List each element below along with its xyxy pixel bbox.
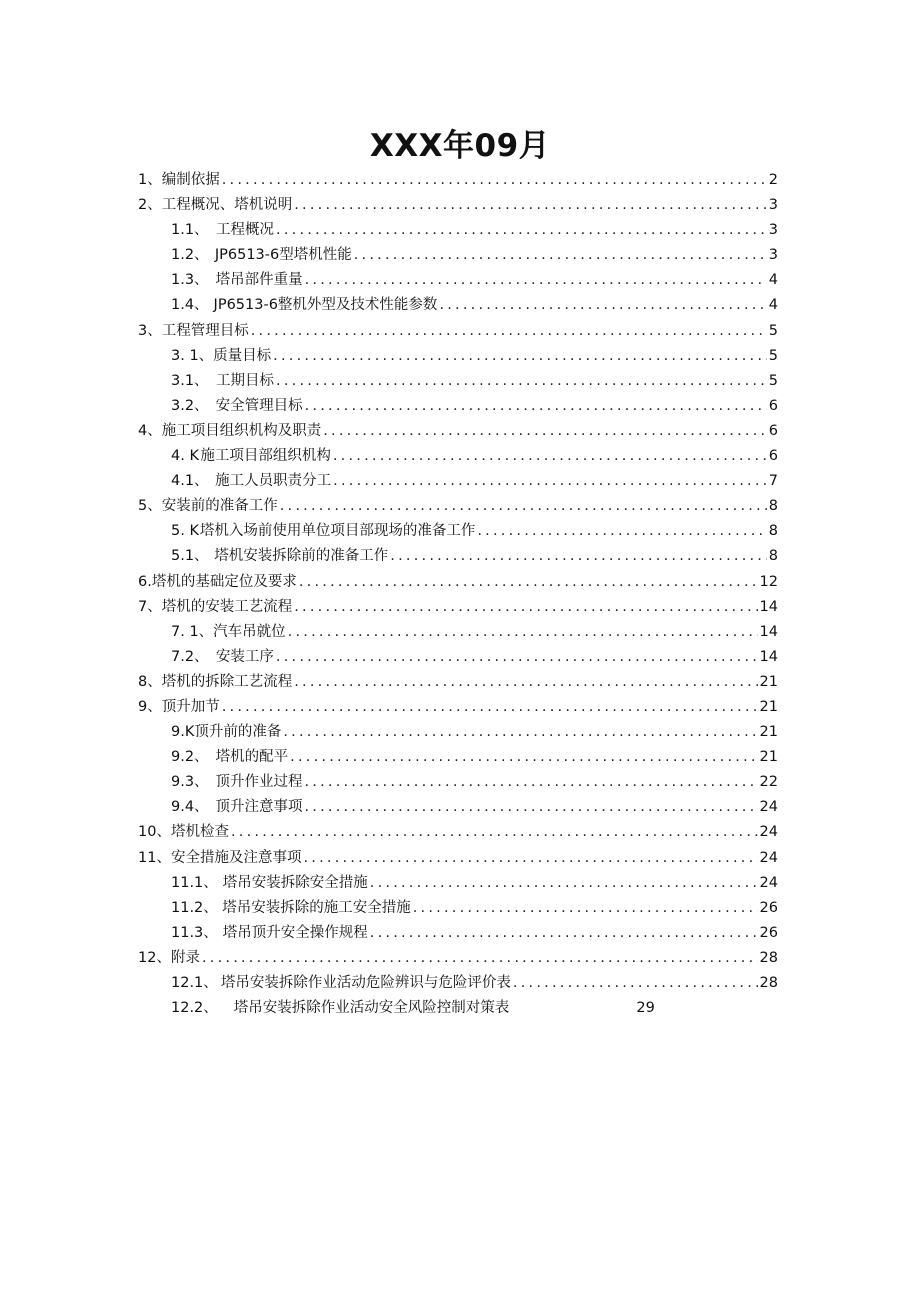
toc-entry[interactable] xyxy=(138,243,778,268)
toc-entry-number: 9.K xyxy=(171,724,195,741)
toc-dot-leader xyxy=(294,595,757,620)
toc-entry[interactable] xyxy=(138,645,778,670)
toc-entry[interactable] xyxy=(138,344,778,369)
toc-entry-title: 附录 xyxy=(170,949,200,966)
toc-entry-title: 施工项目部组织机构 xyxy=(200,448,331,465)
toc-entry-number: 4、 xyxy=(138,422,162,439)
toc-entry-title: 顶升作业过程 xyxy=(215,774,303,791)
toc-entry[interactable] xyxy=(138,193,778,218)
toc-dot-leader xyxy=(280,494,767,519)
toc-dot-leader xyxy=(251,319,767,344)
toc-dot-leader xyxy=(305,268,767,293)
toc-entry-title: 塔机入场前使用单位项目部现场的准备工作 xyxy=(199,523,476,540)
toc-entry-page-number: 24 xyxy=(759,824,778,841)
toc-entry[interactable] xyxy=(138,168,778,193)
toc-dot-leader xyxy=(276,218,767,243)
toc-entry[interactable] xyxy=(138,268,778,293)
toc-entry-number: 11.2、 xyxy=(171,899,218,916)
toc-entry[interactable] xyxy=(138,996,778,1021)
toc-entry[interactable] xyxy=(138,494,778,519)
toc-entry-number: 2、 xyxy=(138,197,162,214)
toc-entry-number: 6. xyxy=(138,573,152,590)
toc-entry-page-number: 8 xyxy=(768,548,778,565)
toc-entry-page-number: 21 xyxy=(759,749,778,766)
toc-dot-leader xyxy=(288,620,758,645)
toc-dot-leader xyxy=(354,243,767,268)
toc-entry-title: 塔机的安装工艺流程 xyxy=(161,598,293,615)
toc-entry-title: 塔吊安装拆除的施工安全措施 xyxy=(222,899,411,916)
toc-dot-leader xyxy=(305,394,767,419)
toc-entry-number: 9.3、 xyxy=(171,774,209,791)
toc-entry-page-number: 8 xyxy=(768,498,778,515)
toc-entry-title: JP6513-6整机外型及技术性能参数 xyxy=(213,297,438,314)
toc-entry-number: 4.1、 xyxy=(171,473,209,490)
toc-entry[interactable] xyxy=(138,394,778,419)
toc-entry[interactable] xyxy=(138,570,778,595)
toc-dot-leader xyxy=(276,369,767,394)
toc-entry-page-number: 3 xyxy=(768,247,778,264)
toc-entry-page-number: 4 xyxy=(768,272,778,289)
toc-entry-page-number: 28 xyxy=(759,949,778,966)
toc-entry-number: 5. K xyxy=(171,523,199,540)
toc-entry-page-number: 6 xyxy=(768,448,778,465)
toc-entry-number: 12.2、 xyxy=(171,1000,218,1017)
toc-dot-leader xyxy=(439,293,766,318)
toc-entry-title: 塔机的配平 xyxy=(215,749,289,766)
toc-entry-number: 1.3、 xyxy=(171,272,209,289)
toc-entry[interactable] xyxy=(138,896,778,921)
toc-dot-leader xyxy=(273,344,767,369)
page-title: XXX年09月 xyxy=(369,128,551,164)
toc-dot-leader xyxy=(477,519,766,544)
toc-dot-leader xyxy=(276,645,758,670)
toc-entry-number: 11.1、 xyxy=(171,874,218,891)
toc-dot-leader xyxy=(333,444,767,469)
toc-dot-leader xyxy=(370,921,758,946)
toc-entry[interactable] xyxy=(138,620,778,645)
toc-entry-title: 顶升前的准备 xyxy=(194,724,282,741)
toc-entry[interactable] xyxy=(138,444,778,469)
toc-entry[interactable] xyxy=(138,469,778,494)
toc-entry[interactable] xyxy=(138,770,778,795)
toc-entry-page-number: 26 xyxy=(759,924,778,941)
toc-dot-leader xyxy=(222,168,767,193)
toc-entry-title: 工程概况、塔机说明 xyxy=(161,197,293,214)
toc-dot-leader xyxy=(323,419,767,444)
toc-entry-page-number: 26 xyxy=(759,899,778,916)
toc-dot-leader xyxy=(202,946,758,971)
toc-entry-page-number: 22 xyxy=(759,774,778,791)
toc-entry-number: 5、 xyxy=(138,498,162,515)
toc-entry[interactable] xyxy=(138,846,778,871)
toc-entry-page-number: 28 xyxy=(759,975,778,991)
toc-dot-leader xyxy=(303,846,757,871)
toc-entry-title: JP6513-6型塔机性能 xyxy=(214,247,352,264)
toc-entry-page-number: 8 xyxy=(768,523,778,540)
toc-dot-leader xyxy=(333,469,767,494)
toc-entry-page-number: 5 xyxy=(768,372,778,389)
toc-dot-leader xyxy=(222,695,758,720)
toc-entry-number: 3、 xyxy=(138,322,162,339)
toc-entry[interactable] xyxy=(138,695,778,720)
toc-entry-title: 塔吊部件重量 xyxy=(215,272,303,289)
toc-entry-title: 安全措施及注意事项 xyxy=(170,849,302,866)
toc-entry-number: 11、 xyxy=(138,849,171,866)
toc-entry-number: 9.2、 xyxy=(171,749,209,766)
toc-entry[interactable] xyxy=(138,820,778,845)
toc-entry-title: 塔吊安装拆除安全措施 xyxy=(222,874,368,891)
toc-entry-title: 工程概况 xyxy=(216,222,275,239)
toc-entry-number: 7、 xyxy=(138,598,162,615)
toc-dot-leader xyxy=(304,795,757,820)
toc-entry[interactable] xyxy=(138,519,778,544)
toc-entry-title: 施工项目组织机构及职责 xyxy=(161,422,322,439)
toc-entry-title: 编制依据 xyxy=(161,172,220,188)
toc-dot-leader xyxy=(294,193,767,218)
toc-entry-title: 塔吊安装拆除作业活动危险辨识与危险评价表 xyxy=(220,975,511,991)
toc-entry-number: 9.4、 xyxy=(171,799,209,816)
toc-entry-page-number: 14 xyxy=(759,598,778,615)
toc-entry[interactable] xyxy=(138,419,778,444)
toc-entry-title: 工期目标 xyxy=(216,372,275,389)
toc-dot-leader xyxy=(290,745,757,770)
toc-entry-title: 安装工序 xyxy=(215,648,274,665)
toc-entry-number: 3. 1、 xyxy=(171,347,214,364)
toc-entry-number: 9、 xyxy=(138,698,162,715)
toc-entry-number: 1.4、 xyxy=(171,297,209,314)
toc-entry-page-number: 3 xyxy=(768,222,778,239)
toc-entry-page-number: 21 xyxy=(759,673,778,690)
toc-entry-number: 5.1、 xyxy=(171,548,209,565)
toc-entry-title: 塔机的拆除工艺流程 xyxy=(161,673,293,690)
toc-entry-page-number: 24 xyxy=(759,849,778,866)
toc-entry-page-number: 21 xyxy=(759,698,778,715)
toc-entry-number: 7.2、 xyxy=(171,648,209,665)
toc-entry[interactable] xyxy=(138,971,778,996)
toc-entry-title: 塔吊安装拆除作业活动安全风险控制对策表 xyxy=(233,1000,510,1017)
toc-entry[interactable] xyxy=(138,595,778,620)
toc-entry[interactable] xyxy=(138,218,778,243)
toc-dot-leader xyxy=(304,770,757,795)
toc-entry-number: 12、 xyxy=(138,949,171,966)
toc-entry-number: 11.3、 xyxy=(171,924,218,941)
toc-entry[interactable] xyxy=(138,369,778,394)
toc-entry-page-number: 6 xyxy=(768,422,778,439)
toc-entry-page-number: 3 xyxy=(768,197,778,214)
toc-entry-title: 塔机检查 xyxy=(170,824,229,841)
toc-entry-number: 4. K xyxy=(171,448,199,465)
toc-entry-page-number: 5 xyxy=(768,322,778,339)
toc-entry-title: 安装前的准备工作 xyxy=(161,498,278,515)
toc-entry[interactable] xyxy=(138,544,778,569)
toc-dot-leader xyxy=(513,971,758,996)
toc-entry[interactable] xyxy=(138,720,778,745)
toc-entry-title: 顶升注意事项 xyxy=(215,799,303,816)
toc-entry-number: 1.1、 xyxy=(171,222,209,239)
toc-entry-title: 安全管理目标 xyxy=(215,397,303,414)
toc-entry-page-number: 21 xyxy=(759,724,778,741)
toc-entry[interactable] xyxy=(138,293,778,318)
toc-entry-title: 施工人员职责分工 xyxy=(215,473,332,490)
toc-entry-page-number: 24 xyxy=(759,799,778,816)
toc-entry-title: 质量目标 xyxy=(213,347,272,364)
toc-entry-title: 塔机安装拆除前的准备工作 xyxy=(214,548,389,565)
toc-entry-number: 8、 xyxy=(138,673,162,690)
toc-entry-page-number: 6 xyxy=(768,397,778,414)
toc-entry[interactable] xyxy=(138,921,778,946)
toc-entry-number: 10、 xyxy=(138,824,171,841)
toc-entry-number: 12.1、 xyxy=(171,975,218,991)
toc-entry-title: 顶升加节 xyxy=(161,698,220,715)
toc-entry[interactable] xyxy=(138,795,778,820)
toc-entry-page-number: 14 xyxy=(759,623,778,640)
toc-entry-title: 汽车吊就位 xyxy=(213,623,286,640)
toc-entry-number: 7. 1、 xyxy=(171,623,214,640)
toc-dot-leader xyxy=(390,544,766,569)
toc-entry-page-number: 29 xyxy=(636,1000,655,1017)
toc-entry-page-number: 2 xyxy=(768,172,778,188)
toc-entry-number: 1、 xyxy=(138,172,162,188)
toc-dot-leader xyxy=(283,720,757,745)
toc-entry[interactable] xyxy=(138,871,778,896)
toc-dot-leader xyxy=(299,570,758,595)
toc-entry-title: 工程管理目标 xyxy=(161,322,249,339)
toc-entry-page-number: 5 xyxy=(768,347,778,364)
toc-entry-page-number: 14 xyxy=(759,648,778,665)
toc-entry-number: 3.2、 xyxy=(171,397,209,414)
table-of-contents xyxy=(138,168,778,1021)
toc-dot-leader xyxy=(370,871,758,896)
toc-entry-page-number: 24 xyxy=(759,874,778,891)
toc-dot-leader xyxy=(231,820,758,845)
toc-entry-number: 3.1、 xyxy=(171,372,209,389)
toc-entry-number: 1.2、 xyxy=(171,247,209,264)
toc-entry-title: 塔吊顶升安全操作规程 xyxy=(222,924,368,941)
toc-entry[interactable] xyxy=(138,319,778,344)
toc-dot-leader xyxy=(413,896,758,921)
toc-entry[interactable] xyxy=(138,946,778,971)
toc-entry[interactable] xyxy=(138,745,778,770)
toc-dot-leader xyxy=(294,670,757,695)
toc-entry-page-number: 7 xyxy=(768,473,778,490)
toc-entry-page-number: 4 xyxy=(768,297,778,314)
toc-entry-title: 塔机的基础定位及要求 xyxy=(151,573,297,590)
toc-entry-page-number: 12 xyxy=(759,573,778,590)
toc-entry[interactable] xyxy=(138,670,778,695)
